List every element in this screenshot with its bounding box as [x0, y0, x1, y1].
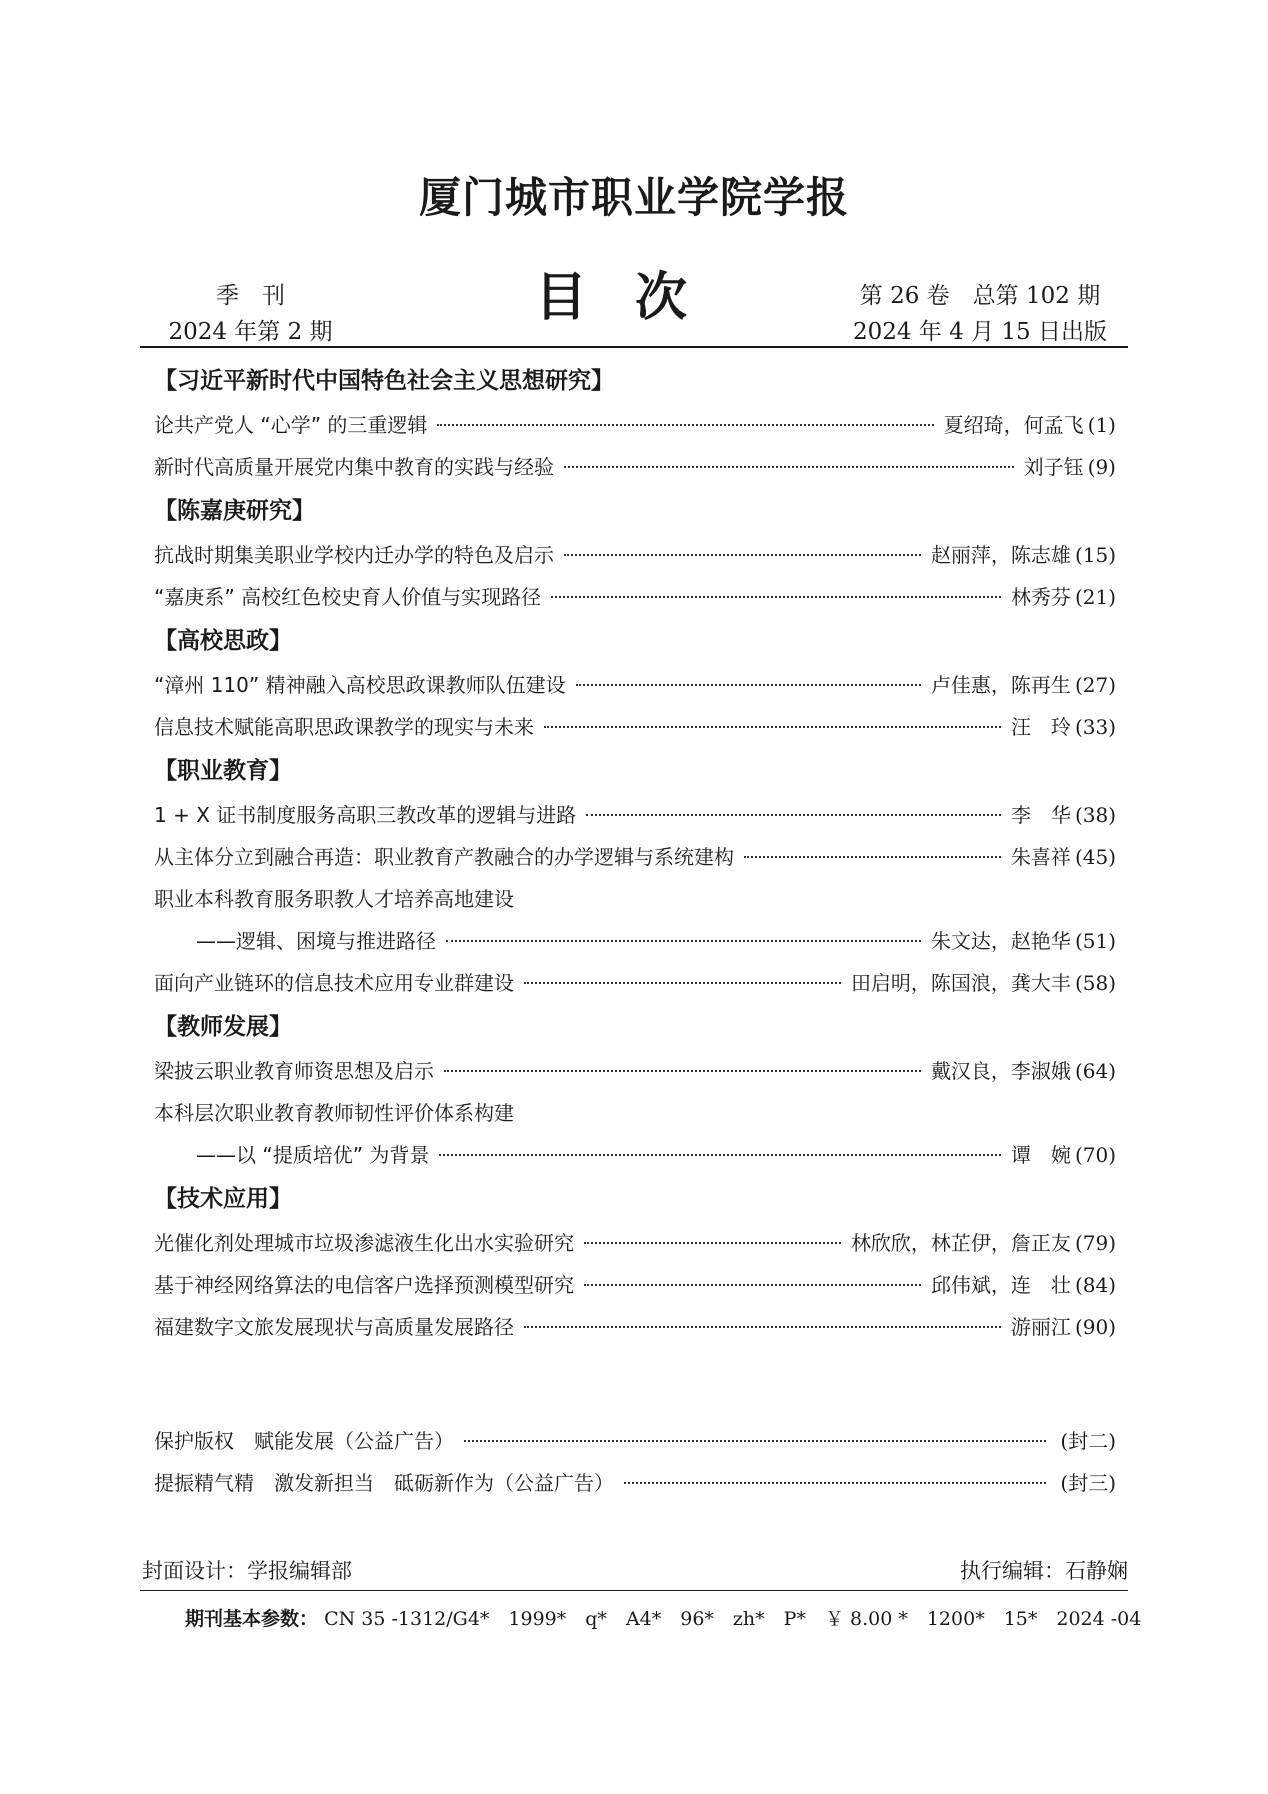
dot-leader [564, 554, 921, 556]
header-divider [140, 346, 1128, 348]
dot-leader [544, 726, 1001, 728]
extras-list [154, 1420, 1116, 1504]
page-number: (58) [1074, 971, 1116, 995]
article-authors: 朱文达，赵艳华 [930, 929, 1071, 953]
page-number: (90) [1074, 1315, 1116, 1339]
table-of-contents [154, 358, 1116, 1348]
dot-leader [524, 982, 841, 984]
article-authors: 刘子钰 [1023, 455, 1084, 479]
toc-entry[interactable] [154, 1222, 1116, 1264]
page-number: (27) [1074, 673, 1116, 697]
article-authors: 游丽江 [1010, 1315, 1071, 1339]
article-title: 1 + X 证书制度服务高职三教改革的逻辑与进路 [154, 803, 577, 827]
article-title: 从主体分立到融合再造：职业教育产教融合的办学逻辑与系统建构 [154, 845, 734, 869]
toc-entry[interactable] [154, 1050, 1116, 1092]
page-number: (51) [1074, 929, 1116, 953]
header-left [163, 278, 338, 350]
article-title[interactable]: 本科层次职业教育教师韧性评价体系构建 [154, 1101, 514, 1125]
article-title: 论共产党人 “心学” 的三重逻辑 [154, 413, 428, 437]
article-authors: 田启明，陈国浪，龚大丰 [850, 971, 1071, 995]
page-number: (70) [1074, 1143, 1116, 1167]
article-title: “漳州 110” 精神融入高校思政课教师队伍建设 [154, 673, 566, 697]
article-title: 梁披云职业教育师资思想及启示 [154, 1059, 434, 1083]
section-heading: 【陈嘉庚研究】 [154, 498, 315, 524]
section-heading: 【高校思政】 [154, 628, 292, 654]
dot-leader [584, 1242, 841, 1244]
page-number: (64) [1074, 1059, 1116, 1083]
toc-entry[interactable] [154, 794, 1116, 836]
footer-divider [140, 1590, 1128, 1591]
dot-leader [439, 1154, 1001, 1156]
toc-entry[interactable] [154, 1264, 1116, 1306]
toc-entry[interactable] [154, 576, 1116, 618]
article-authors: 邱伟斌，连 壮 [930, 1273, 1071, 1297]
article-authors: 夏绍琦，何孟飞 [943, 413, 1084, 437]
article-authors: 赵丽萍，陈志雄 [930, 543, 1071, 567]
page-number: (33) [1074, 715, 1116, 739]
page-number: (84) [1074, 1273, 1116, 1297]
frequency: 季 刊 [216, 283, 285, 309]
volume-info: 第 26 卷 总第 102 期 [859, 283, 1101, 309]
section-heading: 【技术应用】 [154, 1186, 292, 1212]
page-number: (1) [1087, 413, 1116, 437]
extra-title: 提振精气精 激发新担当 砥砺新作为（公益广告） [154, 1471, 614, 1495]
toc-entry[interactable] [154, 664, 1116, 706]
toc-entry[interactable] [154, 534, 1116, 576]
dot-leader [444, 1070, 921, 1072]
toc-entry[interactable] [154, 404, 1116, 446]
dot-leader [551, 596, 1001, 598]
params-value: CN 35 -1312/G4* 1999* q* A4* 96* zh* P* ￥ 8.00 * 1200* 15* 2024 -04 [324, 1608, 1142, 1630]
journal-title: 厦门城市职业学院学报 [418, 173, 849, 222]
header-right [850, 278, 1110, 350]
article-title: “嘉庚系” 高校红色校史育人价值与实现路径 [154, 585, 542, 609]
article-title: 光催化剂处理城市垃圾渗滤液生化出水实验研究 [154, 1231, 574, 1255]
dot-leader [744, 856, 1001, 858]
article-authors: 汪 玲 [1010, 715, 1071, 739]
toc-entry[interactable] [154, 962, 1116, 1004]
extra-title: 保护版权 赋能发展（公益广告） [154, 1429, 454, 1453]
dot-leader [586, 814, 1001, 816]
article-subtitle: ——逻辑、困境与推进路径 [196, 929, 436, 953]
dot-leader [576, 684, 921, 686]
page-number: (21) [1074, 585, 1116, 609]
article-title: 抗战时期集美职业学校内迁办学的特色及启示 [154, 543, 554, 567]
executive-editor-credit: 执行编辑：石静娴 [960, 1559, 1128, 1583]
article-title: 基于神经网络算法的电信客户选择预测模型研究 [154, 1273, 574, 1297]
section-heading: 【职业教育】 [154, 758, 292, 784]
article-title[interactable]: 职业本科教育服务职教人才培养高地建设 [154, 887, 514, 911]
section-heading: 【教师发展】 [154, 1014, 292, 1040]
article-authors: 卢佳惠，陈再生 [930, 673, 1071, 697]
dot-leader [584, 1284, 921, 1286]
article-subtitle: ——以 “提质培优” 为背景 [196, 1143, 430, 1167]
params-label: 期刊基本参数： [185, 1608, 319, 1630]
extra-entry[interactable] [154, 1462, 1116, 1504]
article-title: 新时代高质量开展党内集中教育的实践与经验 [154, 455, 554, 479]
dot-leader [464, 1440, 1046, 1442]
toc-entry[interactable] [154, 1306, 1116, 1348]
dot-leader [446, 940, 921, 942]
journal-params [185, 1604, 1141, 1631]
page-number: (15) [1074, 543, 1116, 567]
issue-number: 2024 年第 2 期 [168, 319, 333, 345]
article-authors: 李 华 [1010, 803, 1071, 827]
article-title: 信息技术赋能高职思政课教学的现实与未来 [154, 715, 534, 739]
article-authors: 戴汉良，李淑娥 [930, 1059, 1071, 1083]
article-title: 福建数字文旅发展现状与高质量发展路径 [154, 1315, 514, 1339]
article-authors: 朱喜祥 [1010, 845, 1071, 869]
publish-date: 2024 年 4 月 15 日出版 [853, 319, 1107, 345]
article-authors: 林秀芬 [1010, 585, 1071, 609]
page-number: (38) [1074, 803, 1116, 827]
section-heading: 【习近平新时代中国特色社会主义思想研究】 [154, 368, 614, 394]
toc-entry[interactable] [154, 920, 1116, 962]
toc-title: 目次 [534, 268, 735, 328]
dot-leader [624, 1482, 1046, 1484]
toc-entry[interactable] [154, 706, 1116, 748]
toc-entry[interactable] [154, 836, 1116, 878]
article-authors: 谭 婉 [1010, 1143, 1071, 1167]
extra-entry[interactable] [154, 1420, 1116, 1462]
page-number: (封二) [1060, 1429, 1116, 1453]
page-number: (79) [1074, 1231, 1116, 1255]
page-number: (封三) [1060, 1471, 1116, 1495]
dot-leader [437, 424, 933, 426]
page-number: (45) [1074, 845, 1116, 869]
dot-leader [564, 466, 1014, 468]
page-number: (9) [1087, 455, 1116, 479]
cover-design-credit: 封面设计：学报编辑部 [142, 1559, 352, 1583]
article-title: 面向产业链环的信息技术应用专业群建设 [154, 971, 514, 995]
toc-entry[interactable] [154, 446, 1116, 488]
dot-leader [524, 1326, 1001, 1328]
article-authors: 林欣欣，林芷伊，詹正友 [850, 1231, 1071, 1255]
toc-entry[interactable] [154, 1134, 1116, 1176]
